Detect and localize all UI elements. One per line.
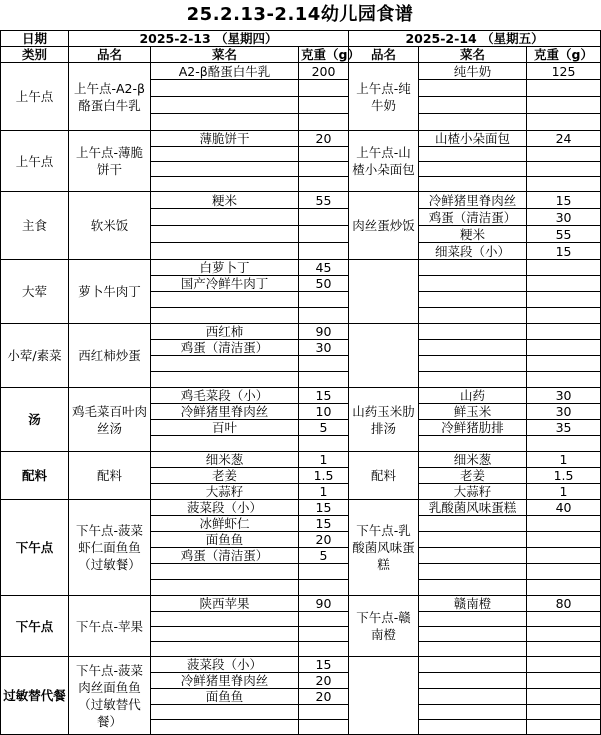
category-cell: 小荤/素菜 — [1, 324, 69, 388]
category-cell: 大荤 — [1, 260, 69, 324]
day1-ingredient-cell — [151, 226, 299, 243]
day1-ingredient-cell — [151, 580, 299, 596]
day1-dish-cell: 下午点-菠菜虾仁面鱼鱼（过敏餐） — [69, 500, 151, 596]
day2-ingredient-cell — [419, 689, 527, 705]
day1-weight-cell — [299, 177, 349, 192]
day2-ingredient-cell — [419, 114, 527, 131]
day2-weight-cell — [527, 162, 601, 177]
table-row — [1, 131, 601, 147]
day2-ingredient-cell — [419, 532, 527, 548]
day1-weight-cell: 15 — [299, 516, 349, 532]
day1-ingredient-cell: 西红柿 — [151, 324, 299, 340]
day1-weight-label: 克重（g） — [299, 47, 349, 63]
day1-weight-cell: 20 — [299, 689, 349, 705]
day2-ingredient-cell — [419, 516, 527, 532]
day1-ingredient-cell: 菠菜段（小） — [151, 500, 299, 516]
day2-ingredient-cell: 大蒜籽 — [419, 484, 527, 500]
day1-weight-cell — [299, 292, 349, 308]
day1-ingredient-cell: 冰鲜虾仁 — [151, 516, 299, 532]
day2-weight-cell — [527, 324, 601, 340]
day2-dish-cell: 下午点-赣南橙 — [349, 596, 419, 657]
day1-weight-cell — [299, 209, 349, 226]
day2-weight-cell — [527, 705, 601, 720]
day1-weight-cell — [299, 627, 349, 642]
day1-weight-cell: 5 — [299, 548, 349, 564]
day1-ingredient-cell: 白萝卜丁 — [151, 260, 299, 276]
day2-weight-cell — [527, 177, 601, 192]
header-row-dates — [1, 31, 601, 47]
day1-ingredient-cell: A2-β酪蛋白牛乳 — [151, 63, 299, 80]
day2-weight-cell: 80 — [527, 596, 601, 612]
day2-weight-cell — [527, 436, 601, 452]
day2-dish-cell: 山药玉米肋排汤 — [349, 388, 419, 452]
day2-weight-cell — [527, 580, 601, 596]
day2-weight-cell — [527, 627, 601, 642]
day1-ingredient-cell: 面鱼鱼 — [151, 532, 299, 548]
day2-weight-cell: 55 — [527, 226, 601, 243]
day2-dish-cell — [349, 657, 419, 735]
day1-weight-cell — [299, 97, 349, 114]
day1-dish-cell: 上午点-薄脆饼干 — [69, 131, 151, 192]
day2-ingredient-cell — [419, 308, 527, 324]
day2-weight-cell: 1 — [527, 484, 601, 500]
day2-ingredient-cell — [419, 372, 527, 388]
day2-weight-cell — [527, 720, 601, 735]
day1-weight-cell: 15 — [299, 500, 349, 516]
day1-ingredient-cell: 薄脆饼干 — [151, 131, 299, 147]
day2-weight-cell — [527, 340, 601, 356]
category-cell: 汤 — [1, 388, 69, 452]
header-row-columns — [1, 47, 601, 63]
day1-ingredient-cell: 鸡蛋（清洁蛋） — [151, 340, 299, 356]
day2-ingredient-cell: 山药 — [419, 388, 527, 404]
day2-ingredient-cell — [419, 564, 527, 580]
category-label: 类别 — [1, 47, 69, 63]
table-row — [1, 596, 601, 612]
day2-ingredient-cell: 乳酸菌风味蛋糕 — [419, 500, 527, 516]
day1-weight-cell — [299, 705, 349, 720]
day2-weight-cell: 15 — [527, 243, 601, 260]
day1-dish-cell: 软米饭 — [69, 192, 151, 260]
menu-table — [0, 30, 601, 735]
day1-ingredient-cell — [151, 642, 299, 657]
day1-weight-cell — [299, 436, 349, 452]
day1-ingredient-cell — [151, 564, 299, 580]
day2-weight-cell — [527, 689, 601, 705]
table-row — [1, 324, 601, 340]
day1-ingredient-cell: 细米葱 — [151, 452, 299, 468]
day2-ingredient-cell — [419, 612, 527, 627]
day1-ingredient-cell — [151, 292, 299, 308]
day2-weight-cell — [527, 114, 601, 131]
day1-weight-cell: 90 — [299, 596, 349, 612]
table-row — [1, 452, 601, 468]
day2-weight-cell — [527, 564, 601, 580]
day2-weight-cell: 30 — [527, 209, 601, 226]
day1-ingredient-cell — [151, 114, 299, 131]
day2-ingredient-cell: 冷鲜猪里脊肉丝 — [419, 192, 527, 209]
day1-ingredient-cell — [151, 147, 299, 162]
day2-ingredient-cell — [419, 356, 527, 372]
day2-ingredient-cell — [419, 260, 527, 276]
day2-weight-cell — [527, 308, 601, 324]
day1-ingredient-cell: 粳米 — [151, 192, 299, 209]
day2-ingredient-cell — [419, 627, 527, 642]
day2-ingredient-cell — [419, 97, 527, 114]
day2-weight-cell — [527, 642, 601, 657]
day1-weight-cell — [299, 80, 349, 97]
day1-weight-cell: 1.5 — [299, 468, 349, 484]
day2-ingredient-cell: 冷鲜猪肋排 — [419, 420, 527, 436]
day2-ingredient-cell — [419, 642, 527, 657]
day2-weight-cell — [527, 260, 601, 276]
day2-ingredient-cell: 纯牛奶 — [419, 63, 527, 80]
day1-weight-cell — [299, 308, 349, 324]
day1-dish-cell: 萝卜牛肉丁 — [69, 260, 151, 324]
day2-weight-cell — [527, 276, 601, 292]
day1-ingredient-cell: 冷鲜猪里脊肉丝 — [151, 404, 299, 420]
day2-weight-cell: 24 — [527, 131, 601, 147]
day2-ingredient-cell: 鸡蛋（清洁蛋） — [419, 209, 527, 226]
day2-weight-cell: 1 — [527, 452, 601, 468]
category-cell: 上午点 — [1, 131, 69, 192]
day1-weight-cell: 50 — [299, 276, 349, 292]
day2-ingredient-cell — [419, 673, 527, 689]
day2-weight-cell: 30 — [527, 404, 601, 420]
day2-ingredient-cell — [419, 177, 527, 192]
day1-ingredient-cell: 面鱼鱼 — [151, 689, 299, 705]
category-cell: 配料 — [1, 452, 69, 500]
day2-ingredient-label: 菜名 — [419, 47, 527, 63]
table-row — [1, 63, 601, 80]
table-row — [1, 500, 601, 516]
day2-dish-cell: 下午点-乳酸菌风味蛋糕 — [349, 500, 419, 596]
day1-weight-cell — [299, 564, 349, 580]
day1-dish-cell: 鸡毛菜百叶肉丝汤 — [69, 388, 151, 452]
day1-weight-cell: 20 — [299, 532, 349, 548]
day1-ingredient-cell — [151, 720, 299, 735]
day2-weight-cell — [527, 97, 601, 114]
day1-ingredient-cell: 菠菜段（小） — [151, 657, 299, 673]
day2-ingredient-cell: 老姜 — [419, 468, 527, 484]
day2-weight-label: 克重（g） — [527, 47, 601, 63]
day2-ingredient-cell — [419, 340, 527, 356]
day1-weight-cell: 15 — [299, 388, 349, 404]
day2-ingredient-cell — [419, 324, 527, 340]
day1-dish-cell: 上午点-A2-β酪蛋白牛乳 — [69, 63, 151, 131]
day2-weight-cell: 15 — [527, 192, 601, 209]
day2-ingredient-cell — [419, 80, 527, 97]
day1-weight-cell: 20 — [299, 673, 349, 689]
day1-ingredient-cell — [151, 705, 299, 720]
day1-weight-cell — [299, 720, 349, 735]
day1-weight-cell: 1 — [299, 452, 349, 468]
day1-ingredient-cell: 老姜 — [151, 468, 299, 484]
day2-weight-cell — [527, 532, 601, 548]
day2-weight-cell: 1.5 — [527, 468, 601, 484]
day2-weight-cell — [527, 673, 601, 689]
day1-ingredient-cell — [151, 356, 299, 372]
day1-ingredient-cell — [151, 243, 299, 260]
day1-date: 2025-2-13 （星期四） — [69, 31, 349, 47]
day1-weight-cell — [299, 114, 349, 131]
day2-dish-cell: 肉丝蛋炒饭 — [349, 192, 419, 260]
day1-weight-cell — [299, 642, 349, 657]
table-row — [1, 192, 601, 209]
day2-ingredient-cell — [419, 580, 527, 596]
day2-weight-cell — [527, 548, 601, 564]
day2-ingredient-cell — [419, 657, 527, 673]
day1-weight-cell — [299, 162, 349, 177]
day1-ingredient-cell: 鸡蛋（清洁蛋） — [151, 548, 299, 564]
day2-ingredient-cell: 山楂小朵面包 — [419, 131, 527, 147]
day2-ingredient-cell: 细菜段（小） — [419, 243, 527, 260]
day2-ingredient-cell — [419, 292, 527, 308]
category-cell: 上午点 — [1, 63, 69, 131]
day1-ingredient-cell — [151, 80, 299, 97]
day2-weight-cell: 30 — [527, 388, 601, 404]
day2-weight-cell: 35 — [527, 420, 601, 436]
day2-dish-cell: 上午点-山楂小朵面包 — [349, 131, 419, 192]
table-row — [1, 657, 601, 673]
day1-weight-cell: 30 — [299, 340, 349, 356]
day1-dish-cell: 西红柿炒蛋 — [69, 324, 151, 388]
day1-weight-cell: 5 — [299, 420, 349, 436]
day2-ingredient-cell — [419, 705, 527, 720]
day2-ingredient-cell: 赣南橙 — [419, 596, 527, 612]
day1-ingredient-cell — [151, 177, 299, 192]
category-cell: 过敏替代餐 — [1, 657, 69, 735]
day2-ingredient-cell: 鲜玉米 — [419, 404, 527, 420]
day1-weight-cell: 55 — [299, 192, 349, 209]
day1-ingredient-cell — [151, 209, 299, 226]
day2-dish-cell — [349, 324, 419, 388]
day2-ingredient-cell — [419, 548, 527, 564]
day1-weight-cell — [299, 243, 349, 260]
day2-ingredient-cell: 粳米 — [419, 226, 527, 243]
table-row — [1, 388, 601, 404]
day2-weight-cell — [527, 80, 601, 97]
table-row — [1, 260, 601, 276]
category-cell: 下午点 — [1, 500, 69, 596]
day2-ingredient-cell — [419, 162, 527, 177]
day2-dish-label: 品名 — [349, 47, 419, 63]
day1-ingredient-cell — [151, 627, 299, 642]
day1-weight-cell: 90 — [299, 324, 349, 340]
day2-ingredient-cell: 细米葱 — [419, 452, 527, 468]
date-label: 日期 — [1, 31, 69, 47]
day1-weight-cell: 1 — [299, 484, 349, 500]
day2-dish-cell — [349, 260, 419, 324]
menu-table-body — [1, 31, 601, 735]
day1-ingredient-cell — [151, 372, 299, 388]
day2-ingredient-cell — [419, 720, 527, 735]
day1-ingredient-cell: 鸡毛菜段（小） — [151, 388, 299, 404]
day1-ingredient-cell: 国产冷鲜牛肉丁 — [151, 276, 299, 292]
day1-ingredient-cell — [151, 162, 299, 177]
category-cell: 下午点 — [1, 596, 69, 657]
day1-weight-cell — [299, 356, 349, 372]
day1-ingredient-cell: 冷鲜猪里脊肉丝 — [151, 673, 299, 689]
day2-dish-cell: 上午点-纯牛奶 — [349, 63, 419, 131]
day1-weight-cell — [299, 147, 349, 162]
day1-dish-cell: 配料 — [69, 452, 151, 500]
day2-ingredient-cell — [419, 147, 527, 162]
day1-weight-cell — [299, 580, 349, 596]
day1-ingredient-label: 菜名 — [151, 47, 299, 63]
day1-weight-cell: 15 — [299, 657, 349, 673]
page-title: 25.2.13-2.14幼儿园食谱 — [186, 4, 414, 25]
day2-weight-cell — [527, 292, 601, 308]
day1-ingredient-cell — [151, 436, 299, 452]
day2-weight-cell — [527, 147, 601, 162]
day2-ingredient-cell — [419, 436, 527, 452]
day1-weight-cell: 20 — [299, 131, 349, 147]
day1-ingredient-cell — [151, 97, 299, 114]
day1-weight-cell: 200 — [299, 63, 349, 80]
day1-ingredient-cell — [151, 612, 299, 627]
day1-ingredient-cell — [151, 308, 299, 324]
day1-weight-cell: 45 — [299, 260, 349, 276]
day2-dish-cell: 配料 — [349, 452, 419, 500]
day2-weight-cell: 125 — [527, 63, 601, 80]
day2-ingredient-cell — [419, 276, 527, 292]
category-cell: 主食 — [1, 192, 69, 260]
day1-weight-cell — [299, 226, 349, 243]
day1-weight-cell — [299, 372, 349, 388]
day1-ingredient-cell: 陕西苹果 — [151, 596, 299, 612]
day1-weight-cell: 10 — [299, 404, 349, 420]
day1-weight-cell — [299, 612, 349, 627]
day2-date: 2025-2-14 （星期五） — [349, 31, 601, 47]
day2-weight-cell — [527, 372, 601, 388]
day1-ingredient-cell: 大蒜籽 — [151, 484, 299, 500]
day2-weight-cell: 40 — [527, 500, 601, 516]
day1-dish-cell: 下午点-菠菜肉丝面鱼鱼（过敏替代餐） — [69, 657, 151, 735]
day2-weight-cell — [527, 612, 601, 627]
day1-ingredient-cell: 百叶 — [151, 420, 299, 436]
day1-dish-cell: 下午点-苹果 — [69, 596, 151, 657]
day2-weight-cell — [527, 356, 601, 372]
day2-weight-cell — [527, 657, 601, 673]
day1-dish-label: 品名 — [69, 47, 151, 63]
day2-weight-cell — [527, 516, 601, 532]
